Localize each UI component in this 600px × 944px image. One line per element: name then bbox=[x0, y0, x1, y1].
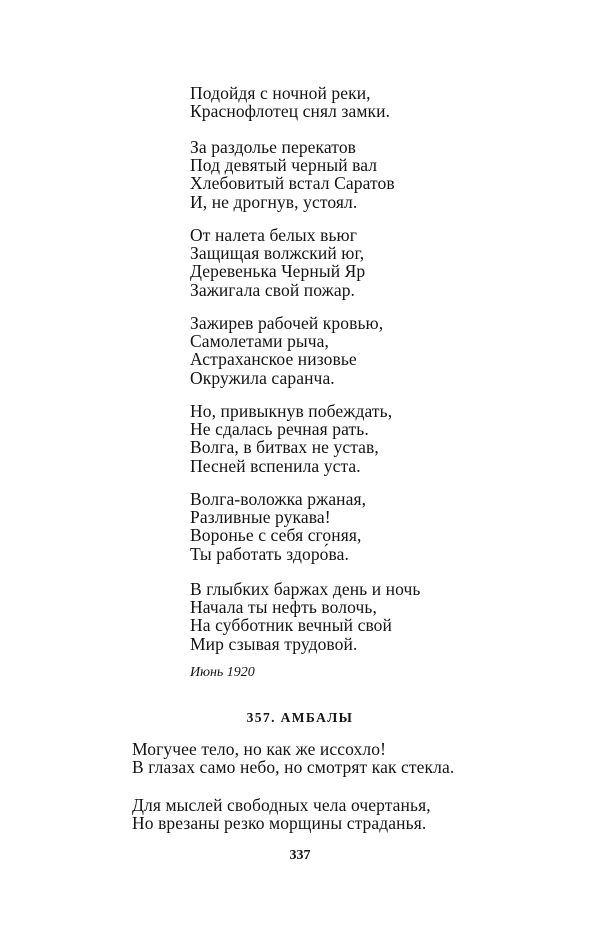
stanza-5 bbox=[190, 402, 392, 475]
stanza-4 bbox=[190, 314, 383, 387]
poem-line: Волга, в битвах не устав, bbox=[190, 437, 379, 458]
poem-line: Хлебовитый встал Саратов bbox=[190, 173, 395, 194]
poem-line: За раздолье перекатов bbox=[190, 137, 357, 157]
poem-line: И, не дрогнув, устоял. bbox=[190, 191, 358, 212]
stanza-7 bbox=[190, 580, 421, 653]
poem-line: Разливные рукава! bbox=[190, 507, 331, 528]
poem-line: Краснофлотец снял замки. bbox=[190, 101, 391, 122]
poem-line: От налета белых вьюг bbox=[190, 225, 358, 245]
poem-line: Воронье с себя сгоняя, bbox=[190, 525, 362, 546]
poem-line: Волга-воложка ржаная, bbox=[190, 489, 367, 509]
stanza-2-2 bbox=[132, 796, 431, 832]
stanza-2-1 bbox=[132, 740, 454, 776]
stanza-1 bbox=[190, 84, 390, 120]
poem-line: Песней вспенила уста. bbox=[190, 455, 361, 476]
stanza-2 bbox=[190, 138, 395, 211]
poem-date: Июнь 1920 bbox=[190, 665, 255, 680]
poem-line: Начала ты нефть волочь, bbox=[190, 597, 377, 618]
stanza-6 bbox=[190, 490, 366, 563]
poem-line: Для мыслей свободных чела очертанья, bbox=[132, 795, 431, 815]
poem-line: Зажирев рабочей кровью, bbox=[190, 313, 384, 333]
poem-line: На субботник вечный свой bbox=[190, 615, 393, 636]
page-number: 337 bbox=[289, 848, 311, 863]
poem-line: Астраханское низовье bbox=[190, 349, 357, 370]
stanza-3 bbox=[190, 226, 365, 299]
poem-line: Зажигала свой пожар. bbox=[190, 279, 356, 300]
poem-line: Защищая волжский юг, bbox=[190, 243, 365, 264]
poem-line: Но, привыкнув побеждать, bbox=[190, 401, 393, 421]
poem-title: 357. АМБАЛЫ bbox=[246, 710, 354, 725]
poem-line: Деревенька Черный Яр bbox=[190, 261, 366, 282]
poem-line: Ты работать здоро́ва. bbox=[190, 543, 349, 564]
poem-line: Могучее тело, но как же иссохло! bbox=[132, 739, 387, 759]
poem-line: Под девятый черный вал bbox=[190, 155, 378, 176]
poem-line: Подойдя с ночной реки, bbox=[190, 83, 371, 103]
poem-line: В глыбких баржах день и ночь bbox=[190, 579, 421, 599]
poem-line: Самолетами рыча, bbox=[190, 331, 330, 352]
poem-line: В глазах само небо, но смотрят как стекла. bbox=[132, 757, 455, 778]
poem-line: Окружила саранча. bbox=[190, 367, 335, 388]
poem-line: Не сдалась речная рать. bbox=[190, 419, 369, 440]
poem-line: Но врезаны резко морщины страданья. bbox=[132, 813, 427, 834]
poem-line: Мир сзывая трудовой. bbox=[190, 633, 358, 654]
